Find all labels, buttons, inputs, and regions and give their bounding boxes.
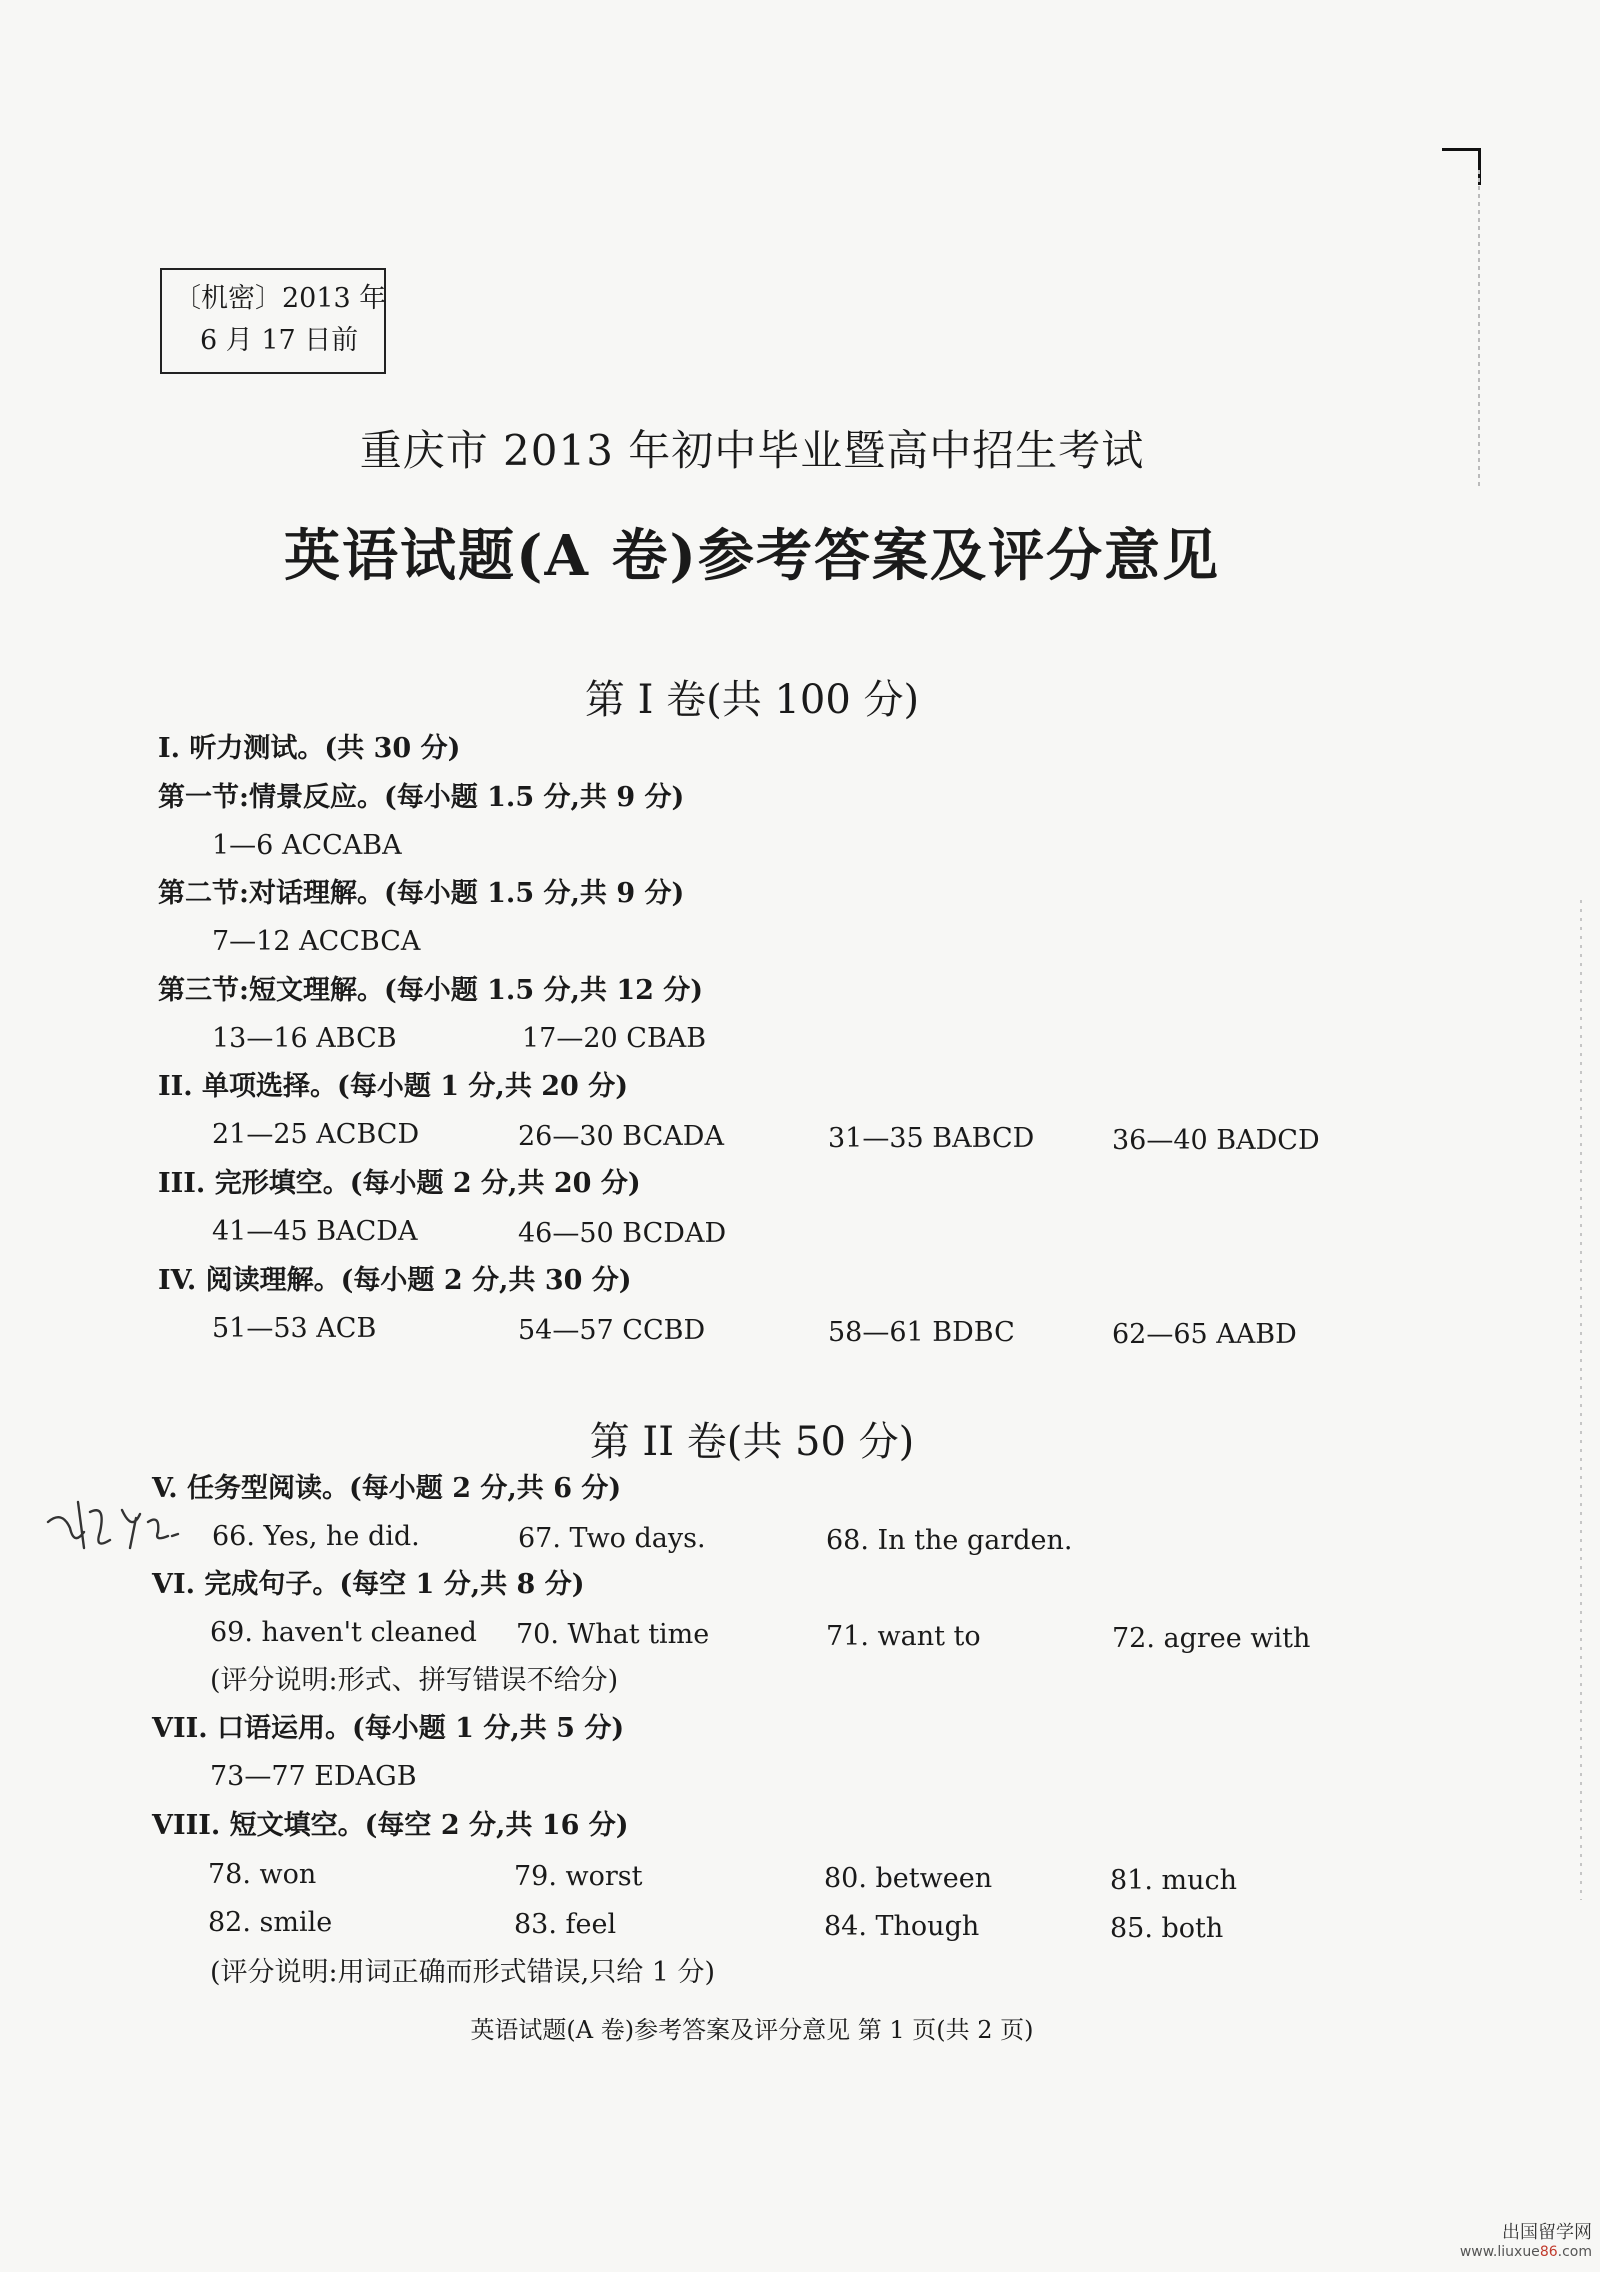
answer-item: 31—35 BABCD — [828, 1123, 1035, 1154]
answer-item: 69. haven't cleaned — [210, 1617, 477, 1648]
answer-item: 46—50 BCDAD — [518, 1218, 727, 1249]
answer-item: 79. worst — [514, 1861, 643, 1892]
answer-item: 58—61 BDBC — [828, 1317, 1015, 1348]
answer-item: 70. What time — [516, 1619, 710, 1650]
part-2-title: 第 II 卷(共 50 分) — [589, 1419, 915, 1465]
section-heading: VII. 口语运用。(每小题 1 分,共 5 分) — [152, 1713, 625, 1744]
answer-item: 67. Two days. — [518, 1523, 706, 1554]
answer-item: 81. much — [1110, 1865, 1238, 1896]
answer-item: 17—20 CBAB — [522, 1023, 707, 1054]
answer-item: 7—12 ACCBCA — [212, 926, 421, 957]
section-heading: VI. 完成句子。(每空 1 分,共 8 分) — [152, 1569, 585, 1600]
page-footer: 英语试题(A 卷)参考答案及评分意见 第 1 页(共 2 页) — [470, 2016, 1034, 2044]
answer-item: 85. both — [1110, 1913, 1224, 1944]
answer-item: 62—65 AABD — [1112, 1319, 1297, 1350]
section-heading: 第二节:对话理解。(每小题 1.5 分,共 9 分) — [158, 878, 685, 909]
answer-item: 51—53 ACB — [212, 1313, 377, 1344]
part-1-title: 第 I 卷(共 100 分) — [584, 677, 920, 723]
watermark-url: www.liuxue86.com — [1459, 2244, 1592, 2260]
exam-title: 重庆市 2013 年初中毕业暨高中招生考试 — [359, 426, 1145, 475]
answer-item: 26—30 BCADA — [518, 1121, 724, 1152]
section-heading: I. 听力测试。(共 30 分) — [158, 733, 461, 764]
answer-item: 66. Yes, he did. — [212, 1521, 420, 1552]
section-heading: III. 完形填空。(每小题 2 分,共 20 分) — [158, 1168, 641, 1199]
answer-item: 83. feel — [514, 1909, 617, 1940]
answer-item: 41—45 BACDA — [212, 1216, 418, 1247]
answer-item: 36—40 BADCD — [1112, 1125, 1320, 1156]
answer-item: 68. In the garden. — [826, 1525, 1073, 1556]
answer-item: 78. won — [208, 1859, 317, 1890]
handwritten-scribble — [44, 1492, 184, 1558]
document-title: 英语试题(A 卷)参考答案及评分意见 — [284, 523, 1220, 589]
section-heading: 第三节:短文理解。(每小题 1.5 分,共 12 分) — [158, 975, 704, 1006]
answer-item: 54—57 CCBD — [518, 1315, 706, 1346]
answer-item: 1—6 ACCABA — [212, 830, 402, 861]
section-heading: V. 任务型阅读。(每小题 2 分,共 6 分) — [152, 1473, 622, 1504]
stamp-line-1: 〔机密〕2013 年 — [174, 283, 387, 314]
section-heading: IV. 阅读理解。(每小题 2 分,共 30 分) — [158, 1265, 632, 1296]
watermark-name: 出国留学网 — [1502, 2222, 1592, 2243]
confidential-stamp — [160, 268, 386, 374]
stamp-line-2: 6 月 17 日前 — [200, 325, 359, 356]
answer-item: 71. want to — [826, 1621, 981, 1652]
answer-item: 82. smile — [208, 1907, 333, 1938]
answer-item: 72. agree with — [1112, 1623, 1311, 1654]
scan-edge-mark — [1580, 900, 1582, 1900]
answer-item: 13—16 ABCB — [212, 1023, 397, 1054]
answer-item: 84. Though — [824, 1911, 980, 1942]
section-heading: 第一节:情景反应。(每小题 1.5 分,共 9 分) — [158, 782, 685, 813]
answer-item: 73—77 EDAGB — [210, 1761, 417, 1792]
scoring-note: (评分说明:用词正确而形式错误,只给 1 分) — [210, 1957, 716, 1988]
crop-mark — [1442, 148, 1481, 185]
site-watermark — [1460, 2218, 1592, 2260]
answer-item: 80. between — [824, 1863, 993, 1894]
answer-item: 21—25 ACBCD — [212, 1119, 420, 1150]
section-heading: II. 单项选择。(每小题 1 分,共 20 分) — [158, 1071, 628, 1102]
section-heading: VIII. 短文填空。(每空 2 分,共 16 分) — [152, 1810, 629, 1841]
scoring-note: (评分说明:形式、拼写错误不给分) — [210, 1665, 619, 1696]
